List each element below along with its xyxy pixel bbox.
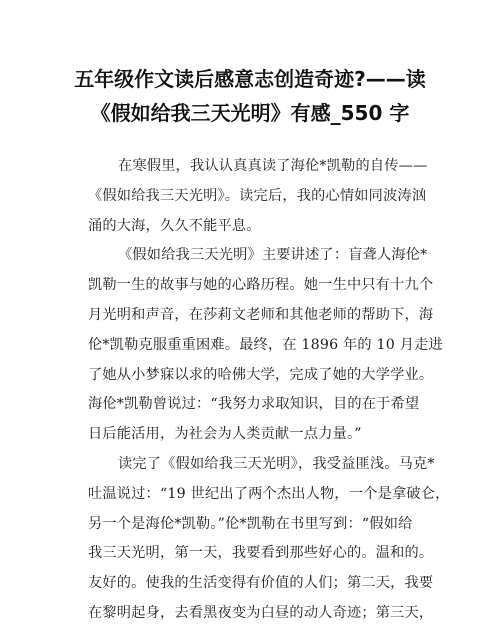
text-line: 在黎明起身，去看黑夜变为白昼的动人奇迹；第三天， — [88, 604, 434, 621]
document-title — [40, 62, 460, 130]
text-line: 日后能活用，为社会为人类贡献一点力量。” — [88, 426, 362, 443]
text-line: 月光明和声音，在莎莉文老师和其他老师的帮助下，海 — [88, 306, 434, 323]
text-line: 伦*凯勒克服重重困难。最终，在 1896 年的 10 月走进 — [88, 336, 443, 353]
text-line: 友好的。使我的生活变得有价值的人们；第二天，我要 — [88, 575, 434, 592]
text-line: 另一个是海伦*凯勒。”伦*凯勒在书里写到：“假如给 — [88, 515, 413, 532]
text-line: 我三天光明，第一天，我要看到那些好心的。温和的。 — [88, 545, 434, 562]
title-line-2: 《假如给我三天光明》有感_550 字 — [90, 101, 410, 125]
text-line: 在寒假里，我认认真真读了海伦*凯勒的自传—— — [118, 158, 428, 174]
text-line: 读完了《假如给我三天光明》，我受益匪浅。马克* — [118, 455, 435, 472]
text-line: 凯勒一生的故事与她的心路历程。她一生中只有十九个 — [88, 277, 434, 294]
document-body — [88, 152, 450, 629]
text-line: 涌的大海，久久不能平息。 — [88, 217, 261, 234]
text-line: 《假如给我三天光明》。读完后，我的心情如同波涛汹 — [88, 187, 427, 204]
title-line-1: 五年级作文读后感意志创造奇迹?——读 — [74, 67, 426, 91]
text-line: 吐温说过：“19 世纪出了两个杰出人物，一个是拿破仑， — [88, 485, 450, 502]
text-line: 海伦*凯勒曾说过：“我努力求取知识，目的在于希望 — [88, 396, 420, 413]
text-line: 了她从小梦寐以求的哈佛大学，完成了她的大学学业。 — [88, 366, 434, 383]
text-line: 《假如给我三天光明》主要讲述了：盲聋人海伦* — [118, 247, 428, 264]
